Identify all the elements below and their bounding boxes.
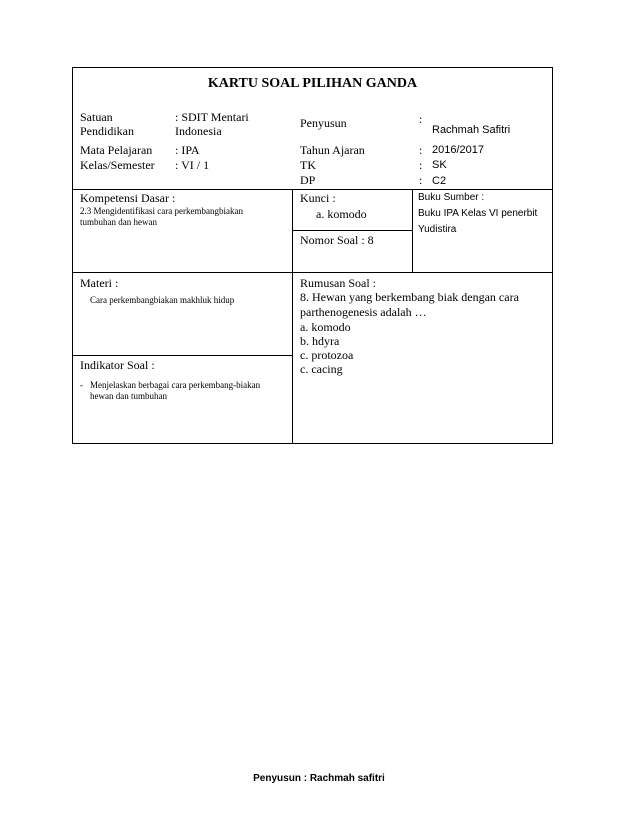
table-border-left [72,67,73,444]
option-c: c. protozoa [300,348,354,362]
penyusun-label: Penyusun [300,116,347,130]
kompetensi-text-1: 2.3 Mengidentifikasi cara perkembangbiakan [80,206,243,216]
materi-label: Materi : [80,276,119,290]
indikator-text-2: hewan dan tumbuhan [90,391,167,401]
tahun-colon: : [419,143,423,157]
dp-value: C2 [432,175,447,187]
indikator-text-1: Menjelaskan berbagai cara perkembang-biakan [90,380,261,390]
divider-nomor [292,230,412,231]
option-a: a. komodo [300,320,351,334]
rumusan-question-1: 8. Hewan yang berkembang biak dengan cara [300,290,519,304]
mapel-label: Mata Pelajaran [80,143,153,157]
satuan-label-1: Satuan [80,110,113,124]
kunci-label: Kunci : [300,191,336,205]
divider-col1 [292,189,293,444]
table-border-bottom [72,443,553,444]
kelas-label: Kelas/Semester [80,158,155,172]
option-b: b. hdyra [300,334,340,348]
penyusun-colon: : [419,112,423,126]
indikator-bullet: - [80,380,83,390]
table-border-top [72,67,553,68]
page-title: KARTU SOAL PILIHAN GANDA [207,76,418,91]
satuan-value-2: Indonesia [175,124,222,138]
dp-label: DP [300,173,316,187]
rumusan-question-2: parthenogenesis adalah … [300,305,427,319]
dp-colon: : [419,173,423,187]
divider-materi [72,272,553,273]
footer-text: Penyusun : Rachmah safitri [253,773,385,784]
option-d: c. cacing [300,362,343,376]
nomor-soal: Nomor Soal : 8 [300,233,374,247]
kunci-value: a. komodo [316,207,367,221]
materi-value: Cara perkembangbiakan makhluk hidup [90,295,235,305]
satuan-value-1: : SDIT Mentari [175,110,249,124]
tk-colon: : [419,158,423,172]
divider-indikator [72,355,292,356]
kelas-value: : VI / 1 [175,158,210,172]
kompetensi-text-2: tumbuhan dan hewan [80,217,157,227]
buku-value-2: Yudistira [418,224,457,235]
rumusan-label: Rumusan Soal : [300,276,377,290]
tk-label: TK [300,158,316,172]
buku-value-1: Buku IPA Kelas VI penerbit [418,208,538,219]
kompetensi-label: Kompetensi Dasar : [80,191,176,205]
indikator-label: Indikator Soal : [80,358,155,372]
penyusun-value: Rachmah Safitri [432,124,511,136]
divider-col2 [412,189,413,272]
table-border-right [552,67,553,444]
satuan-label-2: Pendidikan [80,124,134,138]
tk-value: SK [432,159,447,171]
buku-label: Buku Sumber : [418,192,485,203]
mapel-value: : IPA [175,143,200,157]
tahun-value: 2016/2017 [432,144,484,156]
tahun-label: Tahun Ajaran [300,143,365,157]
